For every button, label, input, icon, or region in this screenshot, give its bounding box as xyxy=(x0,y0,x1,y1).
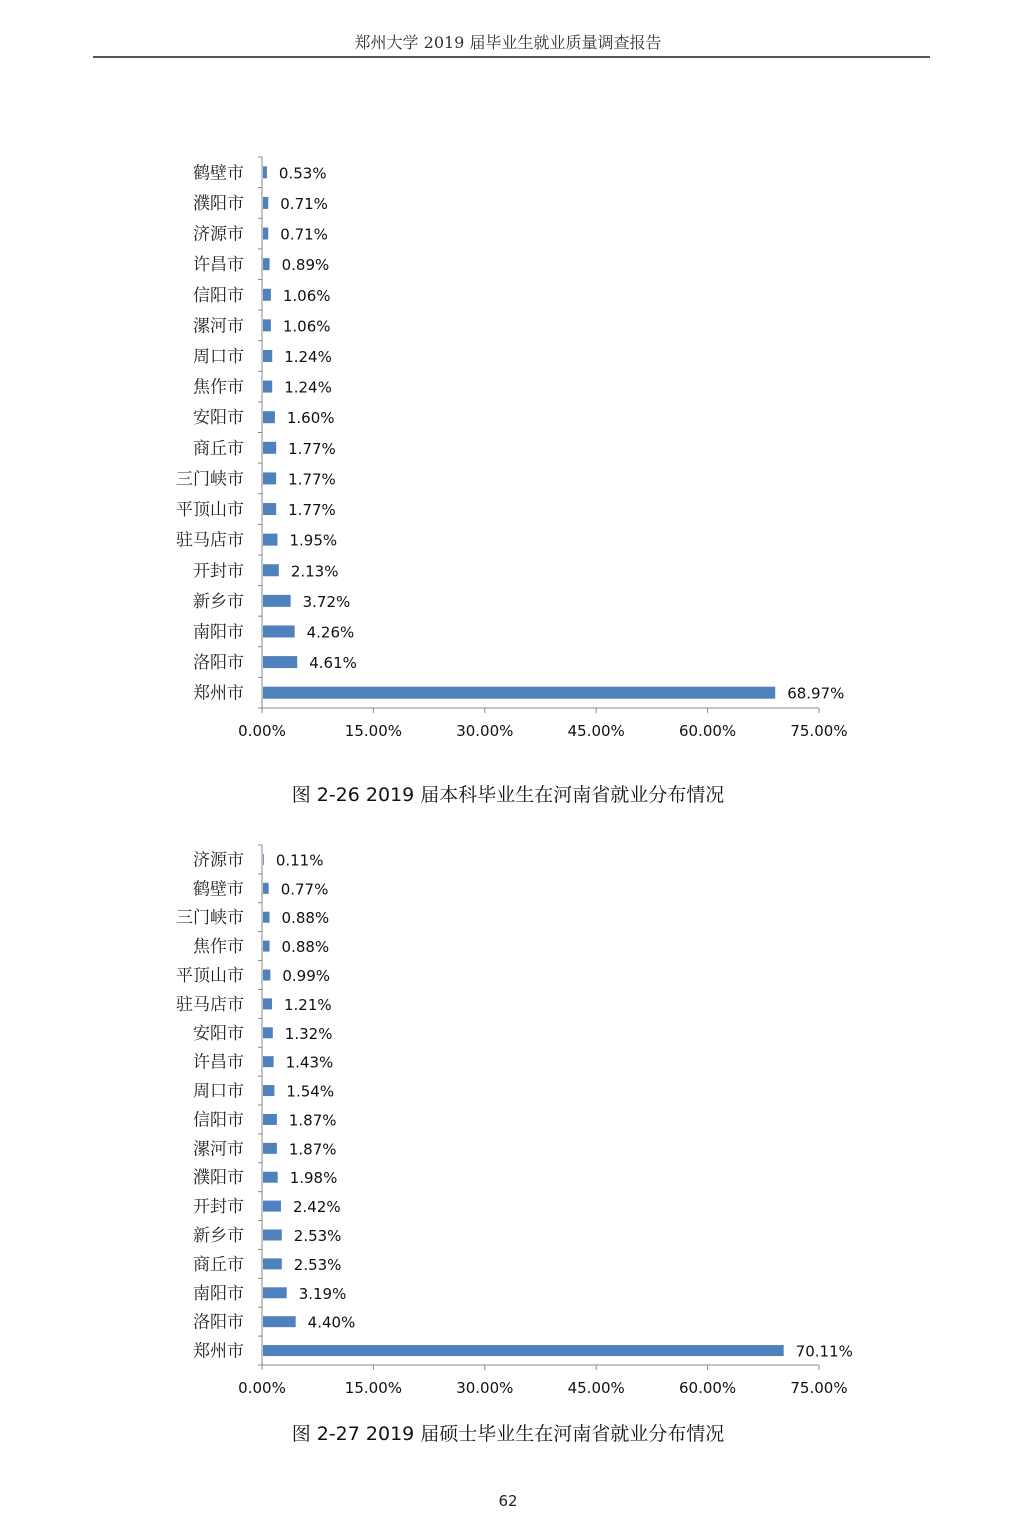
category-label: 洛阳市 xyxy=(193,653,244,674)
category-label: 漯河市 xyxy=(193,316,244,337)
bar xyxy=(263,166,267,178)
category-label: 焦作市 xyxy=(193,937,244,958)
bar xyxy=(263,854,264,865)
data-label: 1.21% xyxy=(283,995,332,1014)
bar xyxy=(263,1258,282,1269)
category-label: 焦作市 xyxy=(193,377,244,398)
x-tick-label: 45.00% xyxy=(567,722,625,740)
data-label: 0.71% xyxy=(280,194,328,213)
x-tick-label: 60.00% xyxy=(678,1379,737,1397)
category-label: 鹤壁市 xyxy=(193,879,244,900)
bar xyxy=(263,1345,784,1356)
data-label: 1.43% xyxy=(285,1053,334,1072)
category-label: 新乡市 xyxy=(193,1226,244,1246)
data-label: 1.24% xyxy=(284,347,332,366)
x-tick-label: 15.00% xyxy=(344,1379,403,1397)
category-label: 濮阳市 xyxy=(193,1168,244,1189)
data-label: 1.32% xyxy=(284,1024,333,1043)
bar xyxy=(263,319,271,331)
data-label: 0.99% xyxy=(282,967,331,985)
x-tick-label: 45.00% xyxy=(567,1379,625,1397)
category-label: 鹤壁市 xyxy=(193,163,244,184)
data-label: 0.77% xyxy=(280,880,329,899)
bar xyxy=(263,656,297,668)
chart-caption-undergrad: 图 2-26 2019 届本科毕业生在河南省就业分布情况 xyxy=(291,784,725,806)
category-label: 开封市 xyxy=(193,561,244,582)
chart-master-distribution xyxy=(0,832,1016,1412)
chart-undergrad-distribution xyxy=(0,140,1016,760)
category-label: 安阳市 xyxy=(193,408,244,429)
page-header: 郑州大学 2019 届毕业生就业质量调查报告 xyxy=(354,33,662,52)
bar xyxy=(263,258,270,270)
bar xyxy=(263,1287,287,1298)
bar xyxy=(263,197,268,209)
data-label: 1.06% xyxy=(282,286,331,305)
data-label: 1.24% xyxy=(284,378,332,397)
category-label: 漯河市 xyxy=(193,1139,244,1160)
data-label: 68.97% xyxy=(787,684,845,703)
bar xyxy=(263,1143,277,1154)
category-label: 许昌市 xyxy=(193,1052,244,1073)
data-label: 1.87% xyxy=(288,1111,337,1130)
category-label: 平顶山市 xyxy=(176,500,244,521)
bar xyxy=(263,1172,278,1183)
bar xyxy=(263,687,775,699)
x-tick-label: 30.00% xyxy=(456,1379,514,1397)
category-label: 信阳市 xyxy=(193,285,244,306)
data-label: 70.11% xyxy=(795,1342,853,1361)
bar xyxy=(263,883,269,894)
data-label: 1.95% xyxy=(289,531,338,550)
bar xyxy=(263,534,277,546)
x-tick-label: 75.00% xyxy=(790,1379,848,1397)
x-tick-label: 15.00% xyxy=(344,722,403,740)
data-label: 4.61% xyxy=(309,654,357,673)
page-number: 62 xyxy=(498,1492,518,1510)
bar xyxy=(263,411,275,423)
data-label: 3.19% xyxy=(298,1284,347,1303)
category-label: 南阳市 xyxy=(193,1283,244,1304)
data-label: 0.88% xyxy=(281,909,330,928)
bar xyxy=(263,1316,296,1327)
bar xyxy=(263,564,279,576)
bar xyxy=(263,625,295,637)
data-label: 1.98% xyxy=(289,1169,338,1188)
data-label: 0.71% xyxy=(280,225,328,244)
x-tick-label: 75.00% xyxy=(790,722,848,740)
bar xyxy=(263,381,272,393)
category-label: 三门峡市 xyxy=(176,908,244,929)
x-tick-label: 30.00% xyxy=(456,722,514,740)
data-label: 4.40% xyxy=(307,1313,356,1332)
category-label: 信阳市 xyxy=(193,1110,244,1131)
header-rule xyxy=(93,56,930,58)
bar xyxy=(263,1056,274,1067)
data-label: 1.06% xyxy=(282,317,331,336)
category-label: 郑州市 xyxy=(193,683,244,704)
data-label: 1.77% xyxy=(288,470,336,489)
bar xyxy=(263,1027,273,1038)
category-label: 商丘市 xyxy=(193,438,244,459)
bar xyxy=(263,228,268,240)
data-label: 0.53% xyxy=(278,164,327,183)
chart-caption-master: 图 2-27 2019 届硕士毕业生在河南省就业分布情况 xyxy=(291,1423,725,1445)
category-label: 济源市 xyxy=(193,850,244,871)
data-label: 1.77% xyxy=(288,501,336,520)
data-label: 2.42% xyxy=(292,1198,341,1217)
x-tick-label: 0.00% xyxy=(238,722,286,740)
x-tick-label: 0.00% xyxy=(238,1379,286,1397)
data-label: 0.89% xyxy=(281,256,330,275)
category-label: 郑州市 xyxy=(193,1341,244,1362)
bar xyxy=(263,1230,282,1241)
data-label: 1.60% xyxy=(286,409,335,428)
data-label: 1.77% xyxy=(288,439,336,458)
bar xyxy=(263,503,276,515)
bar xyxy=(263,1201,281,1212)
category-label: 驻马店市 xyxy=(176,994,244,1015)
category-label: 商丘市 xyxy=(193,1254,244,1275)
category-label: 平顶山市 xyxy=(176,966,244,986)
bar xyxy=(263,970,270,981)
data-label: 3.72% xyxy=(302,592,351,611)
category-label: 济源市 xyxy=(193,224,244,245)
bar xyxy=(263,912,270,923)
data-label: 1.87% xyxy=(288,1140,337,1159)
category-label: 南阳市 xyxy=(193,622,244,643)
category-label: 开封市 xyxy=(193,1197,244,1218)
bar xyxy=(263,289,271,301)
data-label: 2.53% xyxy=(293,1255,342,1274)
bar xyxy=(263,595,291,607)
category-label: 驻马店市 xyxy=(176,530,244,551)
bar xyxy=(263,472,276,484)
category-label: 濮阳市 xyxy=(193,193,244,214)
data-label: 0.11% xyxy=(275,851,324,870)
bar xyxy=(263,941,270,952)
data-label: 1.54% xyxy=(286,1082,335,1101)
category-label: 周口市 xyxy=(193,346,244,367)
data-label: 4.26% xyxy=(306,623,355,642)
category-label: 许昌市 xyxy=(193,255,244,276)
x-tick-label: 60.00% xyxy=(678,722,737,740)
bar xyxy=(263,1114,277,1125)
data-label: 2.13% xyxy=(290,562,339,581)
category-label: 新乡市 xyxy=(193,591,244,612)
bar xyxy=(263,442,276,454)
category-label: 安阳市 xyxy=(193,1023,244,1044)
bar xyxy=(263,1085,274,1096)
bar xyxy=(263,998,272,1009)
category-label: 三门峡市 xyxy=(176,469,244,490)
bar xyxy=(263,350,272,362)
data-label: 0.88% xyxy=(281,938,330,957)
category-label: 洛阳市 xyxy=(193,1312,244,1333)
data-label: 2.53% xyxy=(293,1227,342,1245)
category-label: 周口市 xyxy=(193,1081,244,1102)
